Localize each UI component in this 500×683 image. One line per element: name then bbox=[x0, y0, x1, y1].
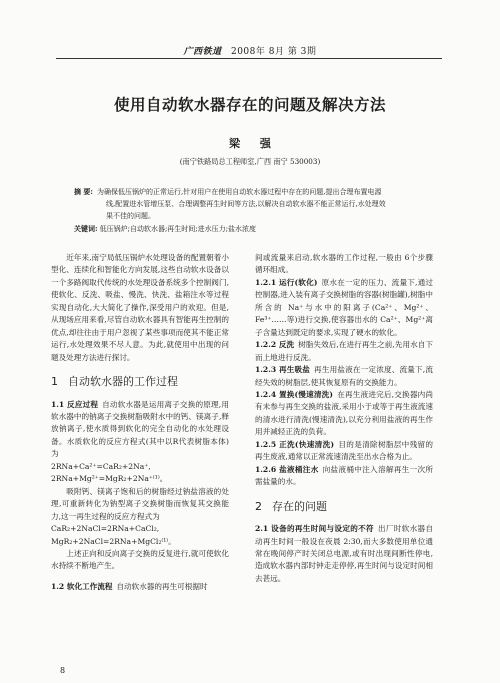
step-1-2-2-text: 树脂失效后,在进行再生之前,先用水自下而上地进行反洗。 bbox=[255, 340, 433, 362]
author: 梁 强 bbox=[229, 137, 279, 150]
section-title-2: 存在的问题 bbox=[272, 499, 327, 513]
section-number-2: 2 bbox=[255, 499, 262, 513]
abstract-line-2: 线,配置进水管增压泵、合理调整再生时间等方法,以解决自动软水器不能正常运行,水处理效 bbox=[106, 200, 386, 208]
equation-4: MgR₂+2NaCl=2RNa+MgCl₂⁽¹⁾。 bbox=[51, 536, 176, 546]
cycle-paragraph: 上述正向和反向离子交换的反复进行,就可使软化水持续不断地产生。 bbox=[51, 548, 229, 571]
page-title: 使用自动软水器存在的问题及解决方法 bbox=[113, 95, 386, 114]
section-title-1: 自动软水器的工作过程 bbox=[68, 375, 178, 389]
step-1-2-4 bbox=[255, 389, 433, 439]
step-1-2-1-text: 原水在一定的压力、流量下,通过控制器,进入装有离子交换树脂的容器(树脂罐),树脂中所含的 Na⁺与水中的阳离子(Ca²⁺、Mg²⁺、Fe³⁺……等)进行交换,使容器出水的 Ca²⁺、Mg²⁺离子含量达到既定的要求,实现了硬水的软化。 bbox=[255, 277, 433, 337]
header-rule bbox=[56, 58, 442, 59]
step-1-2-3-label: 1.2.3 再生吸盐 bbox=[255, 365, 311, 375]
left-column bbox=[51, 252, 229, 593]
keywords bbox=[74, 224, 414, 234]
subsection-1-2-label: 1.2 软化工作流程 bbox=[51, 581, 113, 591]
page-number: 8 bbox=[60, 666, 66, 675]
step-1-2-6-text: 向盐液桶中注入溶解再生一次所需盐量的水。 bbox=[255, 464, 433, 487]
continued-paragraph: 间或流量来启动,软水器的工作过程,一般由 6个步骤循环组成。 bbox=[255, 253, 433, 275]
subsection-1-1 bbox=[51, 399, 229, 461]
step-1-2-6 bbox=[255, 464, 433, 489]
step-1-2-5-text: 目的是清除树脂层中残留的再生废液,通常以正常流速清洗至出水合格为止。 bbox=[255, 439, 434, 462]
step-1-2-5 bbox=[255, 439, 433, 464]
subsection-1-2 bbox=[51, 581, 229, 593]
section-heading-2 bbox=[255, 501, 433, 513]
abstract-line-3: 果不佳的问题。 bbox=[106, 212, 155, 220]
intro-paragraph: 近年来,南宁局低压锅炉水处理设备的配置朝着小型化、连续化和智能化方向发展,这些自动软水设备以一个多路阀取代传统的水处理设备系统多个控制阀门,使软化、反洗、吸盐、慢洗、快洗、盐箱注水等过程实现自动化,大大简化了操作,深受用户的欢迎。但是,从现场应用来看,尽管自动软水器具有智能再生控制的优点,却往往由于用户忽视了某些事项而使其不能正常运行,水处理效果不尽人意。为此,就使用中出现的问题及处理方法进行探讨。 bbox=[51, 253, 229, 362]
step-1-2-5-label: 1.2.5 正洗(快速清洗) bbox=[255, 439, 335, 449]
subsection-1-1-label: 1.1 反应过程 bbox=[51, 399, 99, 409]
step-1-2-2 bbox=[255, 339, 433, 364]
keywords-label: 关键词: bbox=[74, 224, 98, 233]
equation-1: 2RNa+Ca²⁺=CaR₂+2Na⁺, bbox=[51, 461, 151, 471]
section-number-1: 1 bbox=[51, 375, 58, 389]
subsection-2-1-label: 2.1 设备的再生时间与设定的不符 bbox=[255, 524, 374, 534]
section-heading-1 bbox=[51, 376, 229, 388]
journal-header bbox=[0, 44, 500, 57]
step-1-2-6-label: 1.2.6 盐液桶注水 bbox=[255, 464, 319, 474]
equation-3: CaR₂+2NaCl=2RNa+CaCl₂, bbox=[51, 524, 160, 534]
subsection-2-1-text: 出厂时软水器自动再生时间一般设在夜晨 2:30,而大多数使用单位通常在晚间停产时关闭总电源,或有时出现间断性停电,造成软水器内部时钟走走停停,再生时间与设定时间相去甚远。 bbox=[255, 524, 434, 583]
regeneration-paragraph: 吸附钙、镁离子饱和后的树脂经过钠盐溶液的处理,可重新转化为钠型离子交换树脂而恢复其交换能力,这一再生过程的反应方程式为 bbox=[51, 486, 229, 521]
step-1-2-1 bbox=[255, 277, 433, 339]
step-1-2-4-label: 1.2.4 置换(慢速清洗) bbox=[255, 389, 334, 399]
right-column bbox=[255, 252, 433, 585]
journal-issue: 2008年 8月 第 3期 bbox=[230, 47, 317, 57]
affiliation: (南宁铁路局总工程师室,广西 南宁 530003) bbox=[179, 157, 321, 166]
subsection-1-1-text: 自动软水器是运用离子交换的原理,用软水器中的钠离子交换树脂吸附水中的钙、镁离子,释放钠离子,使水质得到软化的完全自动化的水处理设备。水质软化的反应方程式(其中以R代表树脂本体)为 bbox=[51, 399, 229, 459]
subsection-2-1 bbox=[255, 523, 433, 585]
journal-name: 广西铁道 bbox=[183, 47, 222, 57]
subsection-1-2-text: 自动软水器的再生可根据时 bbox=[116, 581, 208, 591]
step-1-2-3 bbox=[255, 364, 433, 389]
step-1-2-3-text: 再生用盐液在一定浓度、流量下,流经失效的树脂层,使其恢复原有的交换能力。 bbox=[255, 365, 433, 387]
step-1-2-2-label: 1.2.2 反洗 bbox=[255, 340, 295, 350]
abstract bbox=[74, 186, 414, 222]
keywords-text: 低压锅炉;自动软水器;再生时间;进水压力;盐水浓度 bbox=[99, 225, 257, 233]
step-1-2-4-text: 在再生液进完后,交换器内尚有未参与再生交换的盐液,采用小于或等于再生液流速的清水进行清洗(慢速清洗),以充分利用盐液的再生作用并减轻正洗的负荷。 bbox=[255, 389, 433, 437]
step-1-2-1-label: 1.2.1 运行(软化) bbox=[255, 277, 318, 287]
equation-2: 2RNa+Mg²⁺=MgR₂+2Na⁺⁽¹⁾。 bbox=[51, 474, 168, 484]
abstract-label: 摘 要: bbox=[74, 187, 94, 196]
abstract-line-1: 为确保低压锅炉的正常运行,针对用户在使用自动软水器过程中存在的问题,提出合理布置电源 bbox=[97, 188, 382, 196]
